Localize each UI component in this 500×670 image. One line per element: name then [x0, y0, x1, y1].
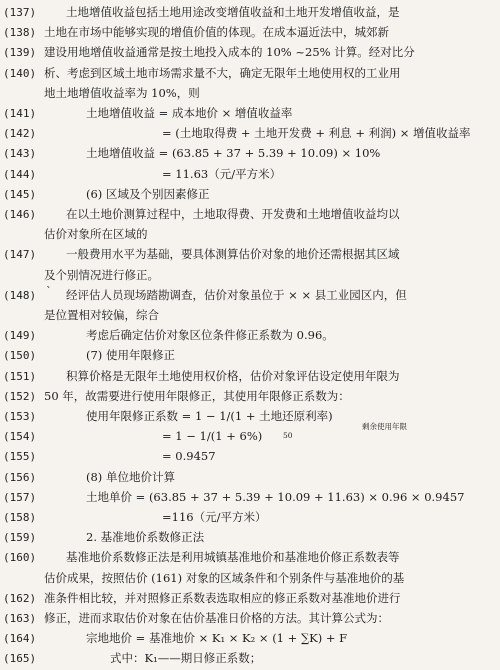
- text-line: [0, 2, 500, 23]
- line-text: = 1 − 1/(1 + 6%): [162, 429, 263, 444]
- line-number: (137): [3, 6, 37, 19]
- line-text: 使用年限修正系数 = 1 − 1/(1 + 土地还原利率): [86, 409, 333, 423]
- text-line: [0, 244, 500, 265]
- text-line: [0, 345, 500, 366]
- line-number: (148): [3, 288, 37, 302]
- line-text: = 0.9457: [162, 449, 216, 464]
- line-number: (146): [3, 208, 37, 221]
- line-number: (157): [3, 490, 37, 504]
- text-line: [0, 467, 500, 488]
- text-line: [0, 184, 500, 205]
- text-line: [0, 224, 500, 245]
- line-text: 是位置相对较偏，综合: [44, 308, 159, 322]
- line-text: 修正，进而求取估价对象在估价基准日价格的方法。其计算公式为：: [44, 611, 389, 625]
- text-line: [0, 22, 500, 43]
- text-line: [0, 325, 500, 346]
- line-text: 地土地增值收益率为 10%，则: [44, 85, 200, 100]
- line-number: (151): [3, 369, 37, 383]
- line-number: (159): [3, 531, 37, 545]
- text-line: [0, 527, 500, 548]
- line-text: =116（元/平方米）: [162, 510, 267, 524]
- line-text: (6) 区域及个别因素修正: [86, 186, 210, 201]
- text-line: [0, 426, 500, 447]
- line-text: 土地单价 = (63.85 + 37 + 5.39 + 10.09 + 11.63) × 0.96 × 0.9457: [86, 489, 465, 504]
- line-number: (153): [3, 410, 37, 423]
- line-number: (162): [3, 591, 37, 605]
- text-line: [0, 386, 500, 407]
- text-line: [0, 446, 500, 467]
- margin-mark: `: [46, 283, 52, 298]
- line-text: 土地在市场中能够实现的增值价值的体现。在成本逼近法中，城郊新: [44, 25, 389, 40]
- text-line: [0, 487, 500, 508]
- line-number: (147): [3, 248, 37, 262]
- line-text: 积算价格是无限年土地使用权价格，估价对象评估设定使用年限为: [66, 368, 400, 383]
- line-number: (164): [3, 632, 37, 646]
- line-number: (145): [3, 187, 37, 201]
- text-line: [0, 123, 500, 144]
- line-text: 一般费用水平为基础，要具体测算估价对象的地价还需根据其区域: [66, 247, 400, 262]
- line-text: (8) 单位地价计算: [86, 469, 175, 484]
- superscript-note: 剩余使用年限: [362, 422, 407, 431]
- text-line: [0, 648, 500, 669]
- line-text: 估价对象所在区域的: [44, 227, 148, 242]
- line-number: (155): [3, 450, 37, 464]
- text-line: [0, 507, 500, 528]
- text-line: [0, 42, 500, 63]
- text-line: [0, 366, 500, 387]
- line-text: 估价成果，按照估价 (161) 对象的区域条件和个别条件与基准地价的基: [44, 570, 405, 585]
- text-line: [0, 143, 500, 164]
- text-line: [0, 568, 500, 589]
- text-line: [0, 588, 500, 609]
- line-text: 土地增值收益 = (63.85 + 37 + 5.39 + 10.09) × 10%: [86, 146, 381, 161]
- line-text: 析、考虑到区域土地市场需求量不大，确定无限年土地使用权的工业用: [44, 65, 401, 80]
- line-text: 及个别情况进行修正。: [44, 267, 159, 282]
- line-number: (149): [3, 329, 37, 343]
- line-text: 准条件相比较，并对照修正系数表选取相应的修正系数对基准地价进行: [44, 590, 401, 605]
- line-text: 式中：K₁——期日修正系数；: [110, 651, 262, 666]
- line-text: 宗地地价 = 基准地价 × K₁ × K₂ × (1 + ∑K) + F: [86, 631, 348, 646]
- line-text: 土地增值收益 = 成本地价 × 增值收益率: [86, 106, 293, 120]
- text-line: [0, 547, 500, 568]
- text-line: [0, 63, 500, 84]
- text-line: [0, 406, 500, 431]
- text-line: [0, 103, 500, 124]
- line-number: (152): [3, 389, 37, 403]
- line-number: (143): [3, 147, 37, 161]
- line-text: 50 年，故需要进行使用年限修正，其使用年限修正系数为：: [44, 388, 350, 403]
- line-number: (141): [3, 107, 37, 120]
- text-line: [0, 265, 500, 286]
- text-line: [0, 628, 500, 649]
- line-number: (165): [3, 652, 37, 666]
- line-text: 建设用地增值收益通常是按土地投入成本的 10% ~25% 计算。经对比分: [44, 45, 415, 60]
- line-number: (163): [3, 612, 37, 625]
- line-text: 在以土地价测算过程中，土地取得费、开发费和土地增值收益均以: [66, 207, 400, 221]
- line-text: (7) 使用年限修正: [86, 348, 175, 363]
- line-number: (138): [3, 26, 37, 40]
- text-line: [0, 285, 500, 306]
- line-number: (156): [3, 470, 37, 484]
- line-number: (144): [3, 167, 37, 181]
- line-text: = 11.63（元/平方米）: [162, 166, 282, 181]
- line-text: 基准地价系数修正法是利用城镇基准地价和基准地价修正系数表等: [66, 550, 400, 565]
- line-number: (139): [3, 46, 37, 60]
- line-text: 2. 基准地价系数修正法: [86, 530, 205, 545]
- text-line: [0, 305, 500, 326]
- text-line: [0, 608, 500, 629]
- text-line: [0, 204, 500, 225]
- line-number: (150): [3, 349, 37, 363]
- superscript-exponent: 50: [283, 431, 293, 441]
- line-text: 土地增值收益包括土地用途改变增值收益和土地开发增值收益，是: [66, 5, 400, 19]
- line-text: 经评估人员现场踏勘调查，估价对象虽位于 × × 县工业园区内，但: [66, 287, 407, 302]
- line-number: (158): [3, 511, 37, 524]
- line-number: (160): [3, 551, 37, 565]
- text-line: [0, 83, 500, 104]
- line-text: 考虑后确定估价对象区位条件修正系数为 0.96。: [86, 328, 334, 343]
- line-number: (154): [3, 430, 37, 444]
- line-number: (140): [3, 66, 37, 80]
- line-text: = (土地取得费 + 土地开发费 + 利息 + 利润) × 增值收益率: [162, 126, 471, 141]
- text-line: [0, 164, 500, 185]
- line-number: (142): [3, 127, 37, 141]
